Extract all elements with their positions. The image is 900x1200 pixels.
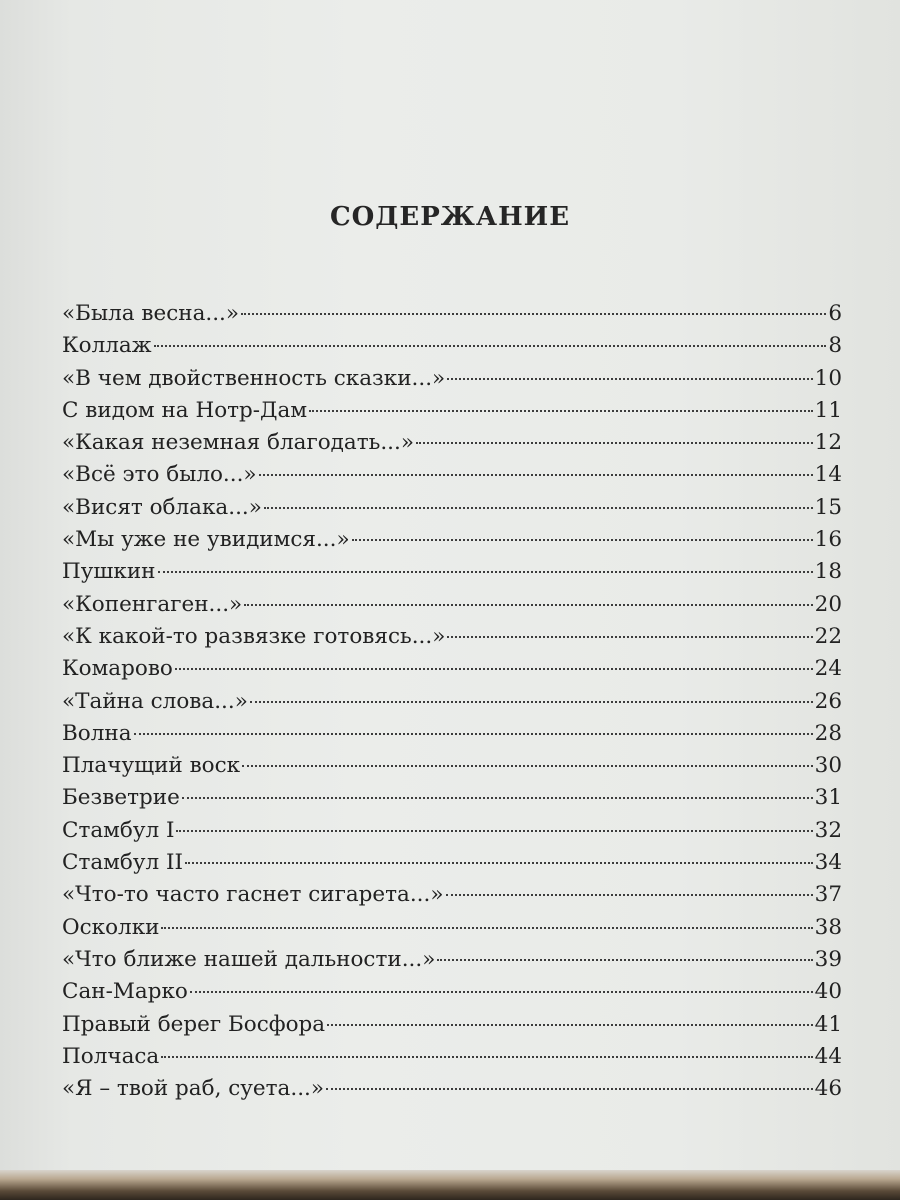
dot-leader — [447, 378, 812, 380]
dot-leader — [244, 604, 812, 606]
toc-entry — [62, 653, 842, 685]
toc-entry-title: Пушкин — [62, 559, 156, 585]
toc-entry-title: «Что-то часто гаснет сигарета...» — [62, 882, 444, 908]
toc-entry — [62, 944, 842, 976]
dot-leader — [326, 1088, 813, 1090]
toc-entry-title: Коллаж — [62, 333, 152, 359]
toc-entry-title: «Копенгаген...» — [62, 591, 243, 617]
toc-entry-page-number: 22 — [814, 623, 842, 649]
page-bottom-edge — [0, 1170, 900, 1200]
dot-leader — [154, 345, 827, 347]
dot-leader — [241, 313, 826, 315]
dot-leader — [250, 701, 813, 703]
toc-entry-title: Сан-Марко — [62, 979, 188, 1005]
toc-entry-title: Плачущий воск — [62, 753, 241, 779]
toc-entry-title: С видом на Нотр-Дам — [62, 397, 308, 423]
toc-entry-title: «Тайна слова...» — [62, 688, 248, 714]
toc-entry-title: «Какая неземная благодать...» — [62, 430, 414, 456]
toc-entry-title: «Всё это было...» — [62, 462, 257, 488]
toc-entry-title: «К какой-то развязке готовясь...» — [62, 623, 446, 649]
dot-leader — [161, 1056, 812, 1058]
toc-entry — [62, 879, 842, 911]
toc-entry — [62, 686, 842, 718]
toc-entry-page-number: 46 — [814, 1076, 842, 1102]
dot-leader — [437, 959, 812, 961]
toc-entry-page-number: 24 — [814, 656, 842, 682]
toc-entry-page-number: 37 — [814, 882, 842, 908]
toc-entry-page-number: 6 — [828, 301, 842, 326]
toc-entry — [62, 912, 842, 944]
toc-entry — [62, 782, 842, 814]
toc-entry — [62, 492, 842, 524]
toc-entry-page-number: 32 — [814, 817, 842, 843]
toc-entry-page-number: 34 — [814, 850, 842, 876]
toc-entry — [62, 976, 842, 1008]
toc-entry — [62, 1041, 842, 1073]
toc-entry — [62, 621, 842, 653]
toc-entry-title: Безветрие — [62, 785, 180, 811]
toc-entry-title: Волна — [62, 720, 132, 746]
toc-entry-title: Полчаса — [62, 1043, 160, 1069]
toc-entry-page-number: 39 — [814, 946, 842, 972]
toc-entry — [62, 427, 842, 459]
dot-leader — [416, 442, 813, 444]
toc-entry-page-number: 26 — [814, 688, 842, 714]
toc-entry-page-number: 20 — [814, 591, 842, 617]
toc-entry — [62, 1009, 842, 1041]
dot-leader — [264, 507, 813, 509]
toc-entry — [62, 459, 842, 491]
toc-entry-title: Стамбул I — [62, 817, 175, 843]
toc-entry-page-number: 11 — [814, 397, 842, 423]
dot-leader — [446, 894, 813, 896]
dot-leader — [176, 830, 812, 832]
toc-entry-title: «Была весна...» — [62, 301, 240, 326]
toc-entry-page-number: 41 — [814, 1011, 842, 1037]
dot-leader — [190, 991, 813, 993]
toc-entry-title: «В чем двойственность сказки...» — [62, 365, 446, 391]
toc-entry-page-number: 18 — [814, 559, 842, 585]
dot-leader — [158, 571, 813, 573]
page-title: СОДЕРЖАНИЕ — [329, 202, 571, 232]
dot-leader — [352, 539, 813, 541]
dot-leader — [447, 636, 812, 638]
dot-leader — [327, 1024, 813, 1026]
toc-entry-page-number: 14 — [814, 462, 842, 488]
toc-entry-title: Стамбул II — [62, 850, 183, 876]
table-of-contents — [62, 298, 842, 1105]
toc-entry — [62, 718, 842, 750]
toc-entry-page-number: 44 — [814, 1043, 842, 1069]
toc-entry-title: «Мы уже не увидимся...» — [62, 527, 350, 553]
toc-entry — [62, 524, 842, 556]
dot-leader — [161, 927, 812, 929]
toc-entry — [62, 847, 842, 879]
toc-entry-page-number: 28 — [814, 720, 842, 746]
toc-entry-title: Правый берег Босфора — [62, 1011, 326, 1037]
dot-leader — [242, 765, 813, 767]
toc-entry-page-number: 31 — [814, 785, 842, 811]
toc-entry-page-number: 12 — [814, 430, 842, 456]
toc-entry-title: «Висят облака...» — [62, 494, 262, 520]
dot-leader — [185, 862, 813, 864]
toc-entry-title: «Я – твой раб, суета...» — [62, 1076, 325, 1102]
dot-leader — [309, 410, 813, 412]
dot-leader — [182, 797, 813, 799]
toc-entry-page-number: 8 — [828, 333, 842, 359]
toc-entry-page-number: 15 — [814, 494, 842, 520]
toc-entry-page-number: 40 — [814, 979, 842, 1005]
toc-entry — [62, 330, 842, 362]
toc-entry — [62, 556, 842, 588]
toc-entry — [62, 363, 842, 395]
toc-entry-title: Комарово — [62, 656, 173, 682]
toc-entry-title: «Что ближе нашей дальности...» — [62, 946, 436, 972]
toc-entry-page-number: 16 — [814, 527, 842, 553]
toc-entry-page-number: 30 — [814, 753, 842, 779]
toc-entry-title: Осколки — [62, 914, 160, 940]
dot-leader — [175, 668, 813, 670]
toc-entry — [62, 298, 842, 330]
dot-leader — [134, 733, 813, 735]
toc-entry-page-number: 38 — [814, 914, 842, 940]
toc-entry — [62, 589, 842, 621]
dot-leader — [259, 474, 813, 476]
toc-entry-page-number: 10 — [814, 365, 842, 391]
toc-entry — [62, 395, 842, 427]
toc-entry — [62, 750, 842, 782]
toc-entry — [62, 1073, 842, 1105]
toc-entry — [62, 815, 842, 847]
